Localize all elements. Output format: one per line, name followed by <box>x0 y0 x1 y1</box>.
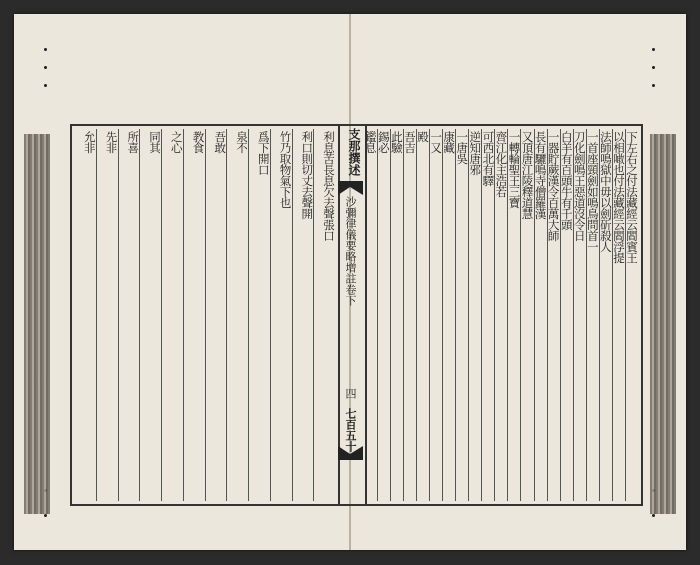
text-column: 所喜 <box>118 129 140 501</box>
text-column: 利口則切丈去聲開 <box>292 129 314 501</box>
center-title: 支那撰述 <box>347 128 361 176</box>
center-section: 四 <box>344 388 357 399</box>
binding-hole <box>44 66 47 69</box>
text-column: 此驗 <box>390 129 403 501</box>
text-column: 之心 <box>161 129 183 501</box>
center-page-number: 七百五十 <box>344 408 357 452</box>
center-margin <box>336 124 365 506</box>
text-column: 長有驪鳴寺僧羅漢 <box>534 129 547 501</box>
text-column: 允非 <box>82 131 97 153</box>
text-column: 白羊有百頭牛有千頭 <box>560 129 573 501</box>
binding-hole <box>44 84 47 87</box>
fish-tail-icon <box>338 181 363 195</box>
text-column: 一器貯蕨漢令百萬大師 <box>547 129 560 501</box>
binding-hole <box>652 48 655 51</box>
text-column: 下左右之付法藏經云閻賓王 <box>625 129 638 501</box>
text-column: 逆知唐邪 <box>468 129 481 501</box>
text-column: 一唐吳 <box>455 129 468 501</box>
text-column: 爲下開口 <box>248 129 270 501</box>
text-column: 一又 <box>429 129 442 501</box>
text-column: 殿 <box>416 129 429 501</box>
binding-hole <box>652 66 655 69</box>
text-column: 刀化劍鳴王惡道沒令日 <box>573 129 586 501</box>
text-column: 鑑息 <box>363 131 378 153</box>
text-column: 教食 <box>183 129 205 501</box>
right-text-frame <box>365 124 643 506</box>
text-column: 以相噉也付法藏經云閻浮提 <box>612 129 625 501</box>
book-sheet <box>14 14 686 550</box>
right-page-edge <box>650 134 676 514</box>
text-column: 泉不 <box>226 129 248 501</box>
right-text-columns <box>363 129 639 501</box>
text-column: 一轉輪聖王三寶 <box>507 129 520 501</box>
text-column: 一首座頸劍如鳴鳥問首一 <box>586 129 599 501</box>
text-column: 齊江化主浩若 <box>494 129 507 501</box>
binding-hole <box>44 48 47 51</box>
left-page-edge <box>24 134 50 514</box>
text-column: 吾敢 <box>205 129 227 501</box>
center-volume-title: 沙彌律儀要略增註卷下 <box>344 196 357 306</box>
text-column: 法師鳴獄中毋以劍斫殺人 <box>599 129 612 501</box>
text-column: 康藏 <box>442 129 455 501</box>
text-column: 竹乃取物氣下也 <box>270 129 292 501</box>
text-column: 利息苦長息欠去聲張口 <box>313 129 335 501</box>
text-column: 錫必 <box>377 129 390 501</box>
left-text-frame <box>70 124 340 506</box>
text-column: 又頂唐江陵釋道慧 <box>520 129 533 501</box>
binding-hole <box>44 514 47 517</box>
binding-hole <box>652 514 655 517</box>
binding-hole <box>652 84 655 87</box>
text-column: 吾吉 <box>403 129 416 501</box>
text-column: 同其 <box>139 129 161 501</box>
text-column: 先非 <box>96 129 118 501</box>
text-column: 可西北有驛 <box>481 129 494 501</box>
fish-tail-icon <box>338 446 363 460</box>
left-text-columns <box>75 129 335 501</box>
